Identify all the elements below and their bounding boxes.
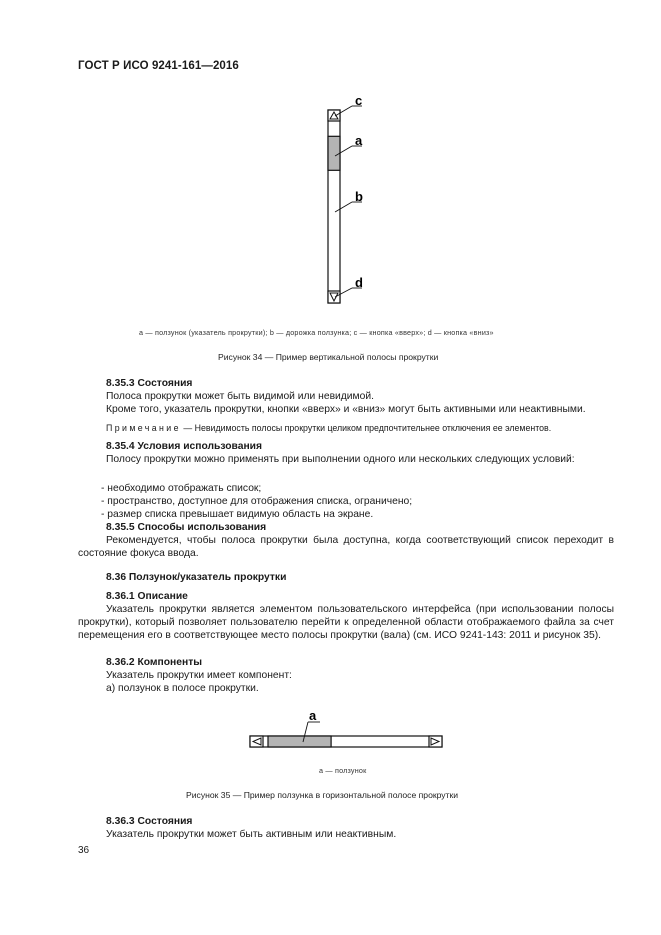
body-text-block <box>78 534 614 560</box>
figure-34-caption: Рисунок 34 — Пример вертикальной полосы прокрутки <box>218 352 439 362</box>
paragraph: Полосу прокрутки можно применять при выполнении одного или нескольких следующих условий: <box>106 454 575 466</box>
note <box>106 422 614 435</box>
usage-conditions-list <box>101 482 609 522</box>
body-text-block <box>106 571 614 584</box>
heading-8-35-5: 8.35.5 Способы использования <box>106 522 267 533</box>
heading-8-36-2: 8.36.2 Компоненты <box>106 657 203 668</box>
heading-8-36-1: 8.36.1 Описание <box>106 591 188 602</box>
scroll-thumb <box>328 136 340 170</box>
figure-35-horizontal-scrollbar <box>246 708 446 750</box>
paragraph: Полоса прокрутки может быть видимой или невидимой. <box>106 391 374 403</box>
note-text: — Невидимость полосы прокрутки целиком предпочтительнее отключения ее элементов. <box>183 422 552 433</box>
figure-34-vertical-scrollbar <box>300 96 390 311</box>
heading-8-36-3: 8.36.3 Состояния <box>106 816 193 827</box>
label-c: c <box>355 96 363 108</box>
figure-35-legend: a — ползунок <box>319 766 367 775</box>
body-text-block <box>106 377 614 466</box>
body-text-block <box>78 603 614 643</box>
paragraph: Рекомендуется, чтобы полоса прокрутки была доступна, когда соответствующий список переходит в состояние фокуса ввода. <box>78 535 614 560</box>
heading-8-36: 8.36 Ползунок/указатель прокрутки <box>106 572 287 583</box>
label-b: b <box>355 189 363 204</box>
label-a: a <box>355 133 363 148</box>
document-header: ГОСТ Р ИСО 9241-161—2016 <box>78 60 239 72</box>
heading-8-35-3: 8.35.3 Состояния <box>106 378 193 389</box>
label-a: a <box>309 708 317 723</box>
paragraph: Указатель прокрутки имеет компонент: <box>106 670 292 682</box>
figure-35-caption: Рисунок 35 — Пример ползунка в горизонтальной полосе прокрутки <box>186 790 459 800</box>
list-item: - размер списка превышает видимую область на экране. <box>101 509 374 521</box>
body-text-block <box>106 656 614 696</box>
body-text-block <box>106 590 614 603</box>
figure-34-legend: a — ползунок (указатель прокрутки); b — дорожка ползунка; c — кнопка «вверх»; d — кнопка «вниз» <box>139 328 494 337</box>
paragraph: Кроме того, указатель прокрутки, кнопки «вверх» и «вниз» могут быть активными или неактивными. <box>106 404 586 416</box>
body-text-block <box>106 815 614 841</box>
page-number: 36 <box>78 845 90 856</box>
list-item: - необходимо отображать список; <box>101 483 262 494</box>
heading-8-35-4: 8.35.4 Условия использования <box>106 440 263 452</box>
body-text-block <box>106 521 614 534</box>
paragraph: Указатель прокрутки является элементом пользовательского интерфейса (при использовании полосы прокрутки), который позволяет пользователю перейти к определенной области отображаемого файла за счет перемещения его в соответствующее место полосы прокрутки (вала) (см. ИСО 9241-143: 2011 и рисунок 35). <box>78 604 614 642</box>
label-d: d <box>355 275 363 290</box>
paragraph: Указатель прокрутки может быть активным или неактивным. <box>106 829 397 841</box>
list-item: - пространство, доступное для отображения списка, ограничено; <box>101 496 413 508</box>
paragraph: а) ползунок в полосе прокрутки. <box>106 683 259 695</box>
note-label: Примечание <box>106 422 181 433</box>
scroll-thumb <box>268 736 331 747</box>
